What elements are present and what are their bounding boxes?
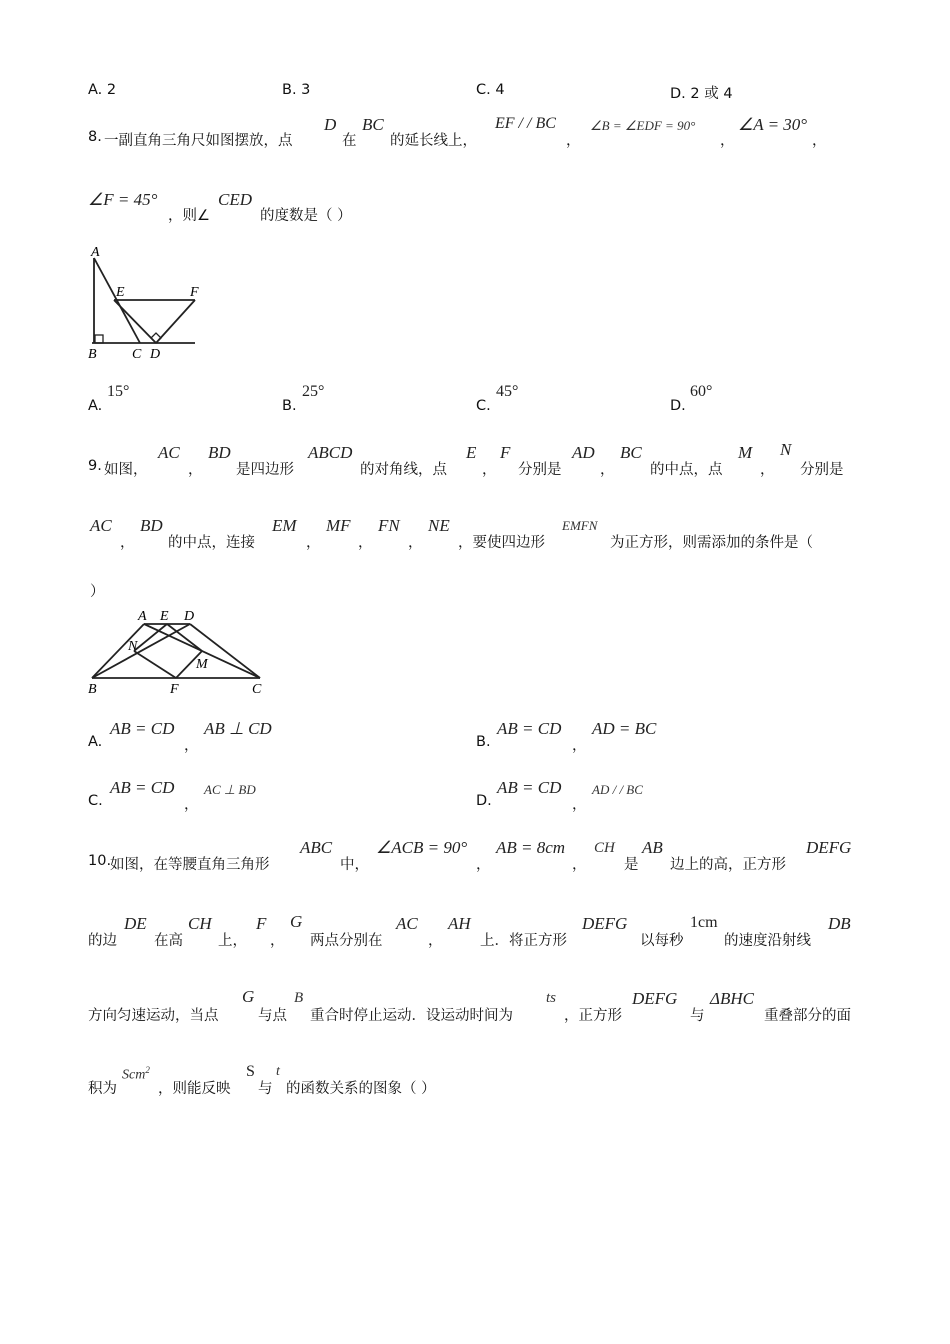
q8-fig-label-a: A bbox=[91, 245, 100, 260]
q8-fig-label-c: C bbox=[132, 347, 142, 362]
q9-comma-5: ， bbox=[120, 535, 135, 551]
q10-angle: ∠ACB = 90° bbox=[376, 838, 468, 857]
q8-option-a-label: A. bbox=[88, 398, 103, 414]
q10-text-5: 的边 bbox=[88, 933, 117, 949]
q10-number: 10. bbox=[88, 853, 112, 869]
q9-option-a-comma: ， bbox=[184, 738, 199, 754]
q8-text-1: 一副直角三角尺如图摆放，点 bbox=[104, 133, 293, 149]
q9-text-1: 如图， bbox=[104, 462, 148, 478]
q8-text-5: 的度数是（ ） bbox=[260, 208, 352, 224]
q8-option-c: 45° bbox=[496, 383, 519, 400]
q10-ts: ts bbox=[546, 990, 557, 1006]
q9-text-8: ，要使四边形 bbox=[458, 535, 545, 551]
q8-text-3: 的延长线上， bbox=[390, 133, 477, 149]
q10-text-13: 与点 bbox=[258, 1008, 287, 1024]
q10-area-unit-base: Scm bbox=[122, 1067, 146, 1083]
q10-text-9: 上．将正方形 bbox=[480, 933, 567, 949]
q8-angle-f: ∠F = 45° bbox=[88, 190, 158, 209]
q10-text-1: 如图，在等腰直角三角形 bbox=[110, 857, 270, 873]
q9-option-c-comma: ， bbox=[184, 797, 199, 813]
q9-comma-2: ， bbox=[482, 462, 497, 478]
q10-ah: AH bbox=[448, 914, 471, 933]
q10-text-10: 以每秒 bbox=[640, 933, 684, 949]
q8-comma-3: ， bbox=[812, 133, 827, 149]
q10-text-20: 与 bbox=[258, 1081, 273, 1097]
q8-option-d-label: D. bbox=[670, 398, 686, 414]
q9-comma-8: ， bbox=[408, 535, 423, 551]
q8-option-c-label: C. bbox=[476, 398, 491, 414]
q9-option-b-2: AD = BC bbox=[592, 719, 657, 738]
q9-text-7: 的中点，连接 bbox=[168, 535, 255, 551]
q9-fig-label-f: F bbox=[170, 682, 179, 697]
q8-text-4: ，则∠ bbox=[168, 208, 210, 224]
q9-comma-4: ， bbox=[760, 462, 775, 478]
q10-text-18: 积为 bbox=[88, 1081, 117, 1097]
q8-angle-b: ∠B = ∠EDF = 90° bbox=[590, 118, 696, 133]
q9-emfn: EMFN bbox=[562, 518, 598, 533]
q10-ab-length: AB = 8cm bbox=[496, 838, 566, 857]
q9-point-n: N bbox=[780, 440, 792, 459]
q9-option-d-1: AB = CD bbox=[497, 778, 562, 797]
q9-option-c-1: AB = CD bbox=[110, 778, 175, 797]
q9-text-10: ） bbox=[90, 584, 105, 600]
q9-text-9: 为正方形，则需添加的条件是（ bbox=[610, 535, 813, 551]
q9-option-d-2: AD / / BC bbox=[592, 782, 643, 797]
q8-option-a: 15° bbox=[107, 383, 130, 400]
q9-ac: AC bbox=[158, 443, 180, 462]
q10-t: t bbox=[276, 1064, 280, 1079]
q9-comma-3: ， bbox=[600, 462, 615, 478]
q9-ne: NE bbox=[428, 516, 450, 535]
q10-text-4: 边上的高，正方形 bbox=[670, 857, 786, 873]
q9-mf: MF bbox=[326, 516, 351, 535]
q9-text-2: 是四边形 bbox=[236, 462, 294, 478]
q9-fig-label-d: D bbox=[184, 609, 195, 624]
q10-db: DB bbox=[828, 914, 851, 933]
q8-option-b: 25° bbox=[302, 383, 325, 400]
q10-text-3: 是 bbox=[624, 857, 639, 873]
q8-number: 8. bbox=[88, 129, 102, 145]
q9-fig-label-a: A bbox=[138, 609, 147, 624]
q9-option-c-label: C. bbox=[88, 793, 103, 809]
q10-abc: ABC bbox=[300, 838, 333, 857]
q8-parallel: EF / / BC bbox=[495, 115, 556, 132]
q9-option-b-label: B. bbox=[476, 734, 491, 750]
q8-option-b-label: B. bbox=[282, 398, 297, 414]
q9-option-a-1: AB = CD bbox=[110, 719, 175, 738]
q10-text-21: 的函数关系的图象（ ） bbox=[286, 1081, 436, 1097]
q9-text-6: 分别是 bbox=[800, 462, 844, 478]
q8-fig-label-b: B bbox=[88, 347, 97, 362]
q8-segment-bc: BC bbox=[362, 115, 384, 134]
q10-text-16: 与 bbox=[690, 1008, 705, 1024]
q8-text-2: 在 bbox=[342, 133, 357, 149]
q10-text-15: ，正方形 bbox=[564, 1008, 622, 1024]
q7-option-c: C. 4 bbox=[476, 82, 505, 98]
q10-defg-3: DEFG bbox=[632, 989, 678, 1008]
q9-fig-label-m: M bbox=[196, 657, 208, 672]
q10-ac: AC bbox=[396, 914, 418, 933]
q9-fn: FN bbox=[378, 516, 400, 535]
q8-figure bbox=[80, 244, 205, 364]
q9-comma-7: ， bbox=[358, 535, 373, 551]
q10-comma-3: ， bbox=[270, 933, 285, 949]
q9-abcd: ABCD bbox=[308, 443, 353, 462]
q10-comma-1: ， bbox=[476, 857, 491, 873]
q9-figure bbox=[82, 602, 272, 698]
q10-triangle-bhc: ΔBHC bbox=[710, 989, 754, 1008]
q10-s: S bbox=[246, 1063, 255, 1080]
q10-text-17: 重叠部分的面 bbox=[764, 1008, 851, 1024]
q10-defg-2: DEFG bbox=[582, 914, 628, 933]
q8-comma-2: ， bbox=[720, 133, 735, 149]
q10-point-g-2: G bbox=[242, 987, 255, 1006]
q8-angle-a: ∠A = 30° bbox=[738, 115, 808, 134]
q9-ac-2: AC bbox=[90, 516, 112, 535]
q9-option-d-label: D. bbox=[476, 793, 492, 809]
q10-point-b: B bbox=[294, 990, 304, 1006]
q9-bd-2: BD bbox=[140, 516, 163, 535]
q9-text-5: 的中点，点 bbox=[650, 462, 723, 478]
q10-comma-4: ， bbox=[428, 933, 443, 949]
q9-option-a-label: A. bbox=[88, 734, 103, 750]
q8-angle-ced: CED bbox=[218, 190, 252, 209]
q10-text-8: 两点分别在 bbox=[310, 933, 383, 949]
q9-bc: BC bbox=[620, 443, 642, 462]
q10-ab: AB bbox=[642, 838, 663, 857]
q10-text-14: 重合时停止运动．设运动时间为 bbox=[310, 1008, 513, 1024]
q9-number: 9. bbox=[88, 458, 102, 474]
q9-point-m: M bbox=[738, 443, 753, 462]
q7-option-a: A. 2 bbox=[88, 82, 117, 98]
q10-comma-2: ， bbox=[572, 857, 587, 873]
q10-area-unit bbox=[122, 1065, 150, 1084]
q9-option-c-2: AC ⊥ BD bbox=[204, 782, 256, 797]
q10-point-f: F bbox=[256, 914, 267, 933]
q9-point-f: F bbox=[500, 443, 511, 462]
q9-text-4: 分别是 bbox=[518, 462, 562, 478]
q7-option-d: D. 2 或 4 bbox=[670, 86, 733, 102]
q10-text-7: 上， bbox=[218, 933, 247, 949]
q10-text-6: 在高 bbox=[154, 933, 183, 949]
q8-fig-label-e: E bbox=[116, 285, 125, 300]
q9-fig-label-c: C bbox=[252, 682, 262, 697]
q8-option-d: 60° bbox=[690, 383, 713, 400]
q9-option-b-comma: ， bbox=[572, 738, 587, 754]
q10-speed: 1cm bbox=[690, 914, 718, 931]
q9-text-3: 的对角线，点 bbox=[360, 462, 447, 478]
q10-ch-2: CH bbox=[188, 914, 212, 933]
q9-comma-1: ， bbox=[188, 462, 203, 478]
q9-option-d-comma: ， bbox=[572, 797, 587, 813]
q8-fig-label-f: F bbox=[190, 285, 199, 300]
q9-em: EM bbox=[272, 516, 297, 535]
q10-text-2: 中， bbox=[340, 857, 369, 873]
q10-defg: DEFG bbox=[806, 838, 852, 857]
q9-ad: AD bbox=[572, 443, 595, 462]
q9-comma-6: ， bbox=[306, 535, 321, 551]
q9-option-a-2: AB ⊥ CD bbox=[204, 719, 272, 738]
q9-bd: BD bbox=[208, 443, 231, 462]
q8-point-d: D bbox=[324, 115, 337, 134]
q8-fig-label-d: D bbox=[150, 347, 161, 362]
q10-de: DE bbox=[124, 914, 147, 933]
q10-ch: CH bbox=[594, 840, 615, 856]
q9-option-b-1: AB = CD bbox=[497, 719, 562, 738]
q9-fig-label-e: E bbox=[160, 609, 169, 624]
q10-text-19: ，则能反映 bbox=[158, 1081, 231, 1097]
q8-comma-1: ， bbox=[566, 133, 581, 149]
q10-point-g: G bbox=[290, 912, 303, 931]
q10-text-12: 方向匀速运动，当点 bbox=[88, 1008, 219, 1024]
q9-fig-label-n: N bbox=[128, 639, 138, 654]
q7-option-b: B. 3 bbox=[282, 82, 311, 98]
q10-area-unit-exp: 2 bbox=[145, 1065, 150, 1075]
q9-point-e: E bbox=[466, 443, 477, 462]
q9-fig-label-b: B bbox=[88, 682, 97, 697]
q10-text-11: 的速度沿射线 bbox=[724, 933, 811, 949]
